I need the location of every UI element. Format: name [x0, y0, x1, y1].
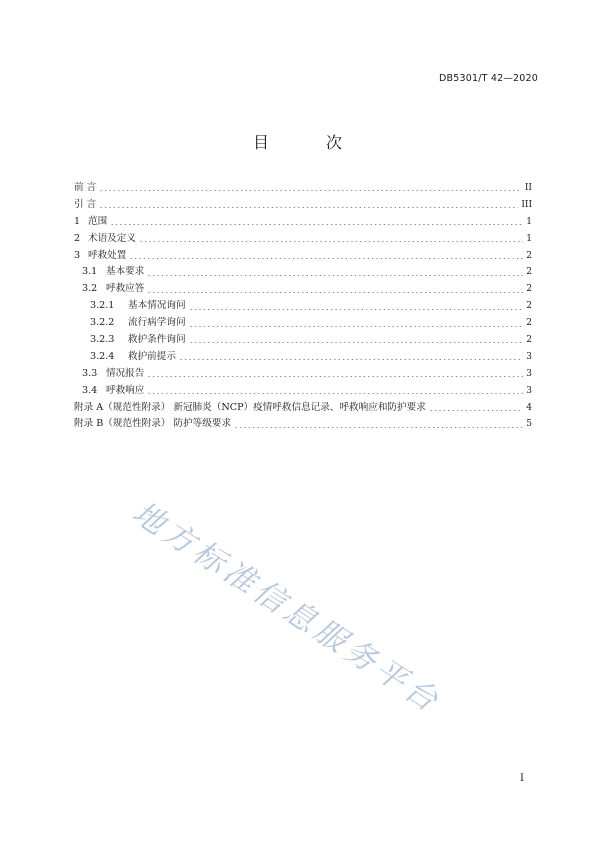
toc-entry-label: 基本情况询问: [128, 300, 186, 312]
toc-entry-page: II: [524, 183, 532, 193]
toc-entry-page: 3: [526, 385, 532, 396]
toc-entry[interactable]: [74, 332, 532, 349]
toc-entry-label: 附录 A（规范性附录） 新冠肺炎（NCP）疫情呼救信息记录、呼救响应和防护要求: [74, 401, 426, 413]
toc-entry-page: 2: [526, 267, 532, 278]
toc-entry-page: 3: [526, 368, 532, 379]
dot-leader: [179, 359, 523, 360]
table-of-contents: [74, 180, 532, 433]
toc-entry-label: 基本要求: [106, 266, 145, 278]
toc-entry[interactable]: [74, 214, 532, 231]
toc-entry-page: 3: [526, 351, 532, 362]
toc-entry-number: 3.2.3: [90, 334, 115, 346]
toc-entry-number: 3.4: [82, 384, 98, 396]
toc-entry[interactable]: [74, 197, 532, 214]
toc-entry-page: 2: [526, 301, 532, 312]
toc-entry-label: 前 言: [74, 182, 97, 193]
toc-entry[interactable]: [74, 366, 532, 383]
dot-leader: [234, 427, 523, 428]
dot-leader: [147, 376, 523, 377]
dot-leader: [139, 241, 523, 242]
toc-entry-label: 附录 B（规范性附录） 防护等级要求: [74, 418, 232, 430]
toc-entry-page: 1: [526, 233, 532, 244]
toc-entry-number: 3.2: [82, 283, 98, 295]
toc-entry-number: 1: [74, 215, 81, 227]
toc-entry[interactable]: [74, 416, 532, 433]
dot-leader: [189, 309, 524, 310]
dot-leader: [429, 410, 523, 411]
toc-entry-page: 1: [526, 216, 532, 227]
toc-entry-label: 术语及定义: [88, 232, 136, 244]
toc-entry-label: 救护条件询问: [128, 334, 186, 346]
toc-entry-page: 5: [526, 419, 532, 430]
toc-entry-number: 2: [74, 232, 81, 244]
toc-entry-label: 救护前提示: [128, 350, 176, 362]
toc-entry-number: 3.2.1: [90, 300, 115, 312]
dot-leader: [147, 292, 523, 293]
toc-entry[interactable]: [74, 298, 532, 315]
toc-entry-label: 引 言: [74, 198, 97, 210]
toc-entry[interactable]: [74, 248, 532, 265]
toc-entry-number: 3.2.4: [90, 350, 115, 362]
toc-entry[interactable]: [74, 180, 532, 197]
dot-leader: [99, 207, 518, 208]
toc-entry-page: 2: [526, 335, 532, 346]
toc-entry[interactable]: [74, 281, 532, 298]
toc-entry[interactable]: [74, 315, 532, 332]
dot-leader: [99, 190, 522, 191]
dot-leader: [129, 258, 523, 259]
toc-entry-page: 2: [526, 250, 532, 261]
toc-entry-label: 情况报告: [106, 367, 145, 379]
toc-entry-label: 流行病学询问: [128, 317, 186, 329]
toc-entry[interactable]: [74, 264, 532, 281]
dot-leader: [189, 342, 524, 343]
toc-entry-number: 3: [74, 249, 81, 261]
dot-leader: [147, 275, 523, 276]
document-number: DB5301/T 42—2020: [439, 73, 538, 84]
toc-entry[interactable]: [74, 383, 532, 400]
toc-entry-page: III: [521, 199, 532, 210]
toc-entry[interactable]: [74, 400, 532, 417]
toc-entry-page: 2: [526, 284, 532, 295]
toc-entry-page: 2: [526, 318, 532, 329]
dot-leader: [189, 326, 524, 327]
toc-entry-label: 范围: [88, 215, 108, 227]
toc-title: 目 次: [252, 133, 369, 152]
dot-leader: [110, 224, 523, 225]
toc-entry-page: 4: [526, 402, 532, 413]
toc-entry-number: 3.1: [82, 266, 98, 278]
toc-entry-label: 呼救响应: [106, 384, 145, 396]
toc-entry[interactable]: [74, 231, 532, 248]
toc-entry-number: 3.3: [82, 367, 98, 379]
toc-entry-number: 3.2.2: [90, 317, 115, 329]
toc-entry[interactable]: [74, 349, 532, 366]
watermark: 地方标准信息服务平台: [126, 494, 448, 721]
toc-entry-label: 呼救处置: [88, 249, 127, 261]
toc-entry-label: 呼救应答: [106, 283, 145, 295]
page-number: I: [520, 773, 524, 784]
dot-leader: [147, 393, 523, 394]
